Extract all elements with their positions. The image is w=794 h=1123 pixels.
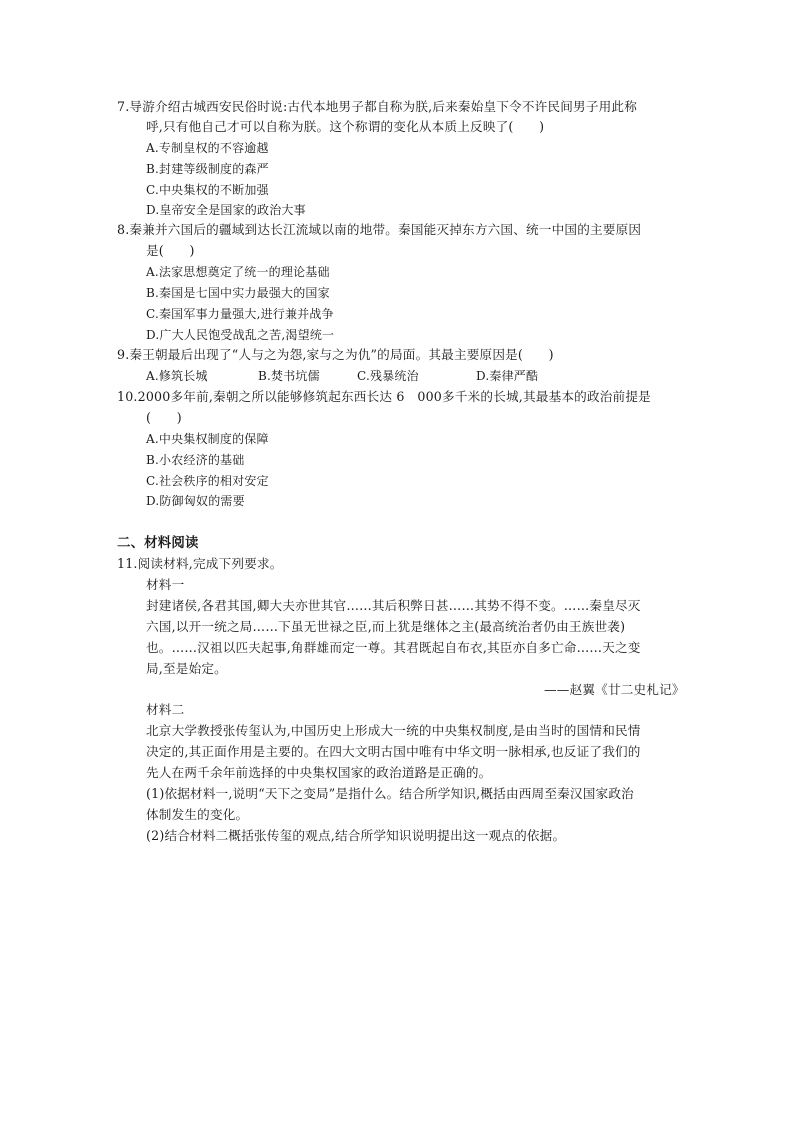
material-1-line-4: 局,至是始定。 — [146, 661, 227, 676]
q11-subquestion-1-line-1: (1)依据材料一,说明“天下之变局”是指什么。结合所学知识,概括由西周至秦汉国家政治 — [146, 786, 634, 801]
q7-option-d: D.皇帝安全是国家的政治大事 — [146, 203, 306, 217]
material-1-line-3: 也。……汉祖以匹夫起事,角群雄而定一尊。其君既起自布衣,其臣亦自多亡命……天之变 — [146, 640, 641, 655]
q7-stem-line-1: 7.导游介绍古城西安民俗时说:古代本地男子都自称为朕,后来秦始皇下令不许民间男子用此称 — [117, 99, 638, 114]
q9-option-d: D.秦律严酷 — [476, 369, 539, 383]
q8-option-b: B.秦国是七国中实力最强大的国家 — [146, 286, 330, 300]
material-2-label: 材料二 — [146, 702, 185, 717]
q7-option-c: C.中央集权的不断加强 — [146, 183, 269, 197]
q10-option-a: A.中央集权制度的保障 — [146, 432, 269, 446]
material-2-line-1: 北京大学教授张传玺认为,中国历史上形成大一统的中央集权制度,是由当时的国情和民情 — [146, 723, 641, 738]
material-1-source: ——赵翼《廿二史札记》 — [544, 682, 685, 697]
q10-stem-line-2: ( ) — [146, 410, 182, 425]
q9-option-a: A.修筑长城 — [146, 369, 208, 383]
q11-intro: 11.阅读材料,完成下列要求。 — [117, 556, 283, 571]
q10-option-d: D.防御匈奴的需要 — [146, 494, 245, 508]
q7-option-a: A.专制皇权的不容逾越 — [146, 141, 269, 155]
q11-subquestion-1-line-2: 体制发生的变化。 — [146, 807, 249, 822]
q8-stem-line-2: 是( ) — [146, 243, 195, 258]
q7-stem-line-2: 呼,只有他自己才可以自称为朕。这个称谓的变化从本质上反映了( ) — [146, 119, 545, 134]
q8-option-d: D.广大人民饱受战乱之苦,渴望统一 — [146, 328, 335, 342]
q7-option-b: B.封建等级制度的森严 — [146, 162, 269, 176]
q8-stem-line-1: 8.秦兼并六国后的疆域到达长江流域以南的地带。秦国能灭掉东方六国、统一中国的主要原因 — [117, 222, 642, 237]
q9-stem: 9.秦王朝最后出现了“人与之为怨,家与之为仇”的局面。其最主要原因是( ) — [117, 347, 554, 362]
q10-stem-line-1: 10.2000多年前,秦朝之所以能够修筑起东西长达 6 000多千米的长城,其最基本的政治前提是 — [117, 389, 651, 404]
q10-option-b: B.小农经济的基础 — [146, 453, 245, 467]
material-1-line-2: 六国,以开一统之局……下虽无世禄之臣,而上犹是继体之主(最高统治者仍由王族世袭) — [146, 619, 626, 634]
material-2-line-3: 先人在两千余年前选择的中央集权国家的政治道路是正确的。 — [146, 765, 492, 780]
section-heading-material-reading: 二、材料阅读 — [117, 535, 199, 551]
q11-subquestion-2: (2)结合材料二概括张传玺的观点,结合所学知识说明提出这一观点的依据。 — [146, 828, 566, 843]
q10-option-c: C.社会秩序的相对安定 — [146, 474, 269, 488]
material-1-label: 材料一 — [146, 577, 185, 592]
material-1-line-1: 封建诸侯,各君其国,卿大夫亦世其官……其后积弊日甚……其势不得不变。……秦皇尽灭 — [146, 598, 641, 613]
q8-option-c: C.秦国军事力量强大,进行兼并战争 — [146, 307, 334, 321]
q9-option-b: B.焚书坑儒 — [258, 369, 320, 383]
material-2-line-2: 决定的,其正面作用是主要的。在四大文明古国中唯有中华文明一脉相承,也反证了我们的 — [146, 744, 641, 759]
q9-option-c: C.残暴统治 — [357, 369, 419, 383]
q8-option-a: A.法家思想奠定了统一的理论基础 — [146, 265, 330, 279]
